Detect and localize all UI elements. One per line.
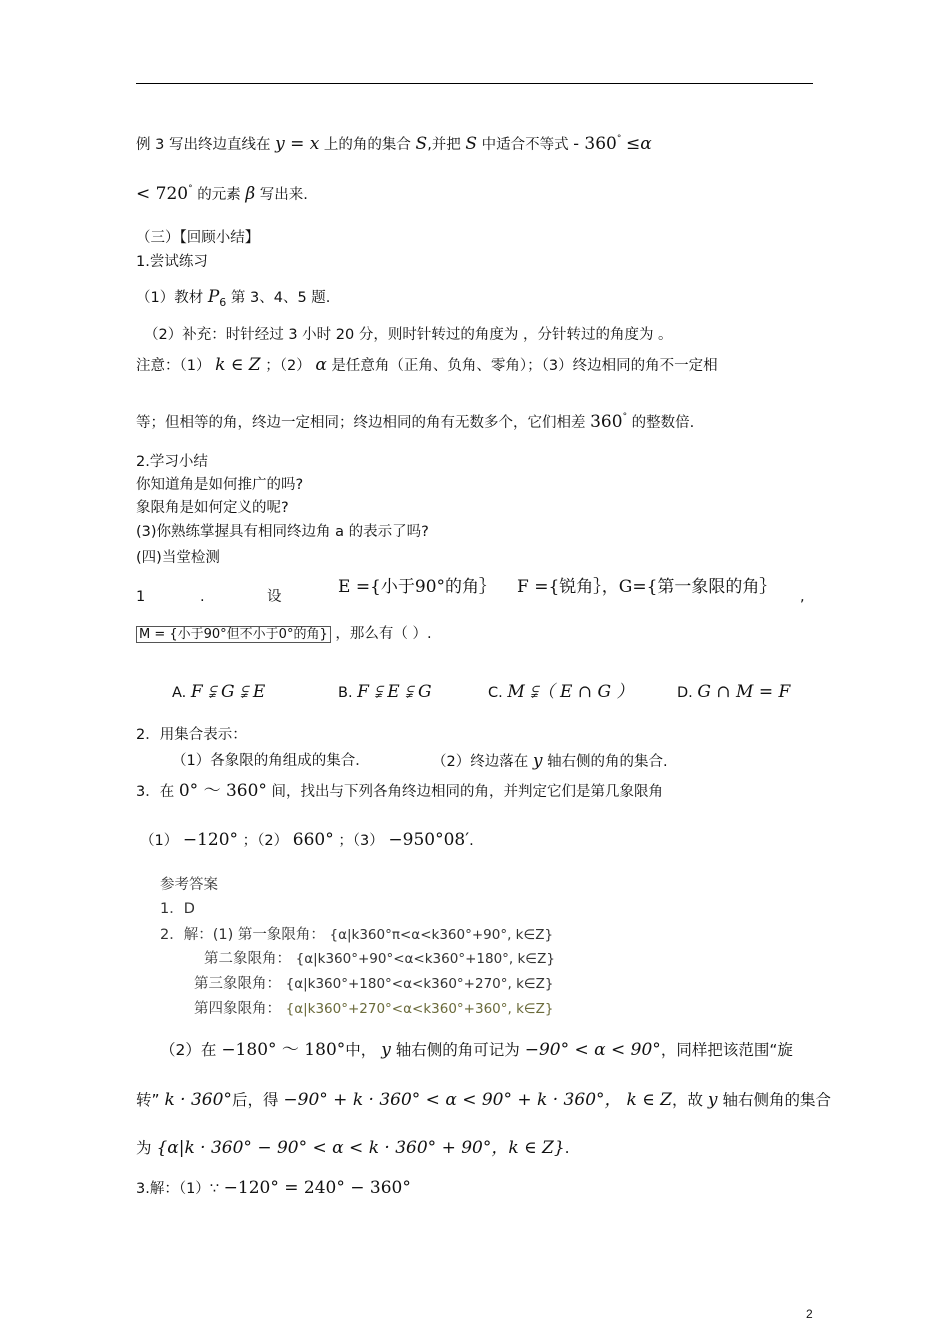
test-q1-num: 1 bbox=[136, 589, 146, 605]
review-q2: 象限角是如何定义的呢? bbox=[136, 500, 289, 516]
answer-2-q2: 第二象限角： {α|k360°+90°<α<k360°+180°, k∈Z} bbox=[204, 951, 555, 967]
review-item1-1: （1）教材 $P_6$ 第 3、4、5 题. bbox=[136, 287, 331, 309]
test-q3-items: （1） −120° ；（2） 660° ；（3） −950°08′. bbox=[140, 830, 474, 850]
test-q2: 2．用集合表示： bbox=[136, 727, 247, 743]
test-q1-she: 设 bbox=[267, 589, 282, 605]
header-rule bbox=[136, 83, 813, 84]
answer-2-q4: 第四象限角： {α|k360°+270°<α<k360°+360°, k∈Z} bbox=[194, 1001, 554, 1017]
answer-2-q3: 第三象限角： {α|k360°+180°<α<k360°+270°, k∈Z} bbox=[194, 976, 554, 992]
set-M-box: M = {小于90°但不小于0°的角} bbox=[136, 626, 331, 643]
review-q3: (3)你熟练掌握具有相同终边角 a 的表示了吗? bbox=[136, 524, 429, 540]
note-line1: 注意：（1） k ∈ Z ；（2） α 是任意角（正角、负角、零角）；（3）终边相同的角不一定相 bbox=[136, 355, 718, 375]
page-number: 2 bbox=[806, 1307, 813, 1321]
answer-2-q1: 2．解：(1) 第一象限角： {α|k360°π<α<k360°+90°, k∈Z} bbox=[160, 927, 554, 943]
answers-heading: 参考答案 bbox=[160, 877, 218, 893]
review-item1-2: （2）补充：时针经过 3 小时 20 分，则时针转过的角度为 ，分针转过的角度为 。 bbox=[144, 327, 673, 343]
example3-line2: < 720° 的元素 β 写出来. bbox=[136, 184, 308, 204]
check-heading: (四)当堂检测 bbox=[136, 550, 220, 566]
answer-3: 3.解：（1）∵ −120° = 240° − 360° bbox=[136, 1178, 411, 1198]
review-item1: 1.尝试练习 bbox=[136, 254, 208, 270]
test-q1-set-E: E ={小于90°的角｝ bbox=[338, 577, 497, 597]
option-a: A. F ⫋ G ⫋ E bbox=[172, 682, 266, 702]
test-q1-comma: , bbox=[800, 589, 805, 605]
option-c: C. M ⫋（ E ∩ G ） bbox=[488, 682, 634, 702]
example3-line1: 例 3 写出终边直线在 y = x 上的角的集合 S,并把 S 中适合不等式 - 360° ≤α bbox=[136, 134, 652, 154]
review-item2: 2.学习小结 bbox=[136, 454, 208, 470]
answer-1: 1．D bbox=[160, 901, 195, 917]
answer-2-part2-line2: 转” k · 360°后，得 −90° + k · 360° < α < 90° + k · 360°， k ∈ Z，故 y 轴右侧角的集合 bbox=[136, 1090, 831, 1110]
option-b: B. F ⫋ E ⫋ G bbox=[338, 682, 432, 702]
test-q1-line2: M = {小于90°但不小于0°的角} ，那么有（ ）. bbox=[136, 624, 432, 645]
option-d: D. G ∩ M = F bbox=[677, 682, 791, 702]
test-q1-dot: . bbox=[200, 589, 205, 605]
test-q2-2: （2）终边落在 y 轴右侧的角的集合. bbox=[432, 751, 668, 771]
review-heading: （三）【回顾小结】 bbox=[136, 230, 260, 246]
test-q1-set-F-G: F ={锐角｝，G={第一象限的角｝ bbox=[517, 577, 777, 597]
test-q2-1: （1）各象限的角组成的集合． bbox=[172, 753, 370, 769]
answer-2-part2-line1: （2）在 −180° ～ 180°中， y 轴右侧的角可记为 −90° < α < 90°，同样把该范围“旋 bbox=[160, 1040, 793, 1060]
review-q1: 你知道角是如何推广的吗? bbox=[136, 477, 304, 493]
test-q3: 3．在 0° ～ 360° 间，找出与下列各角终边相同的角，并判定它们是第几象限角 bbox=[136, 781, 664, 801]
note-line2: 等；但相等的角，终边一定相同；终边相同的角有无数多个，它们相差 360° 的整数倍. bbox=[136, 412, 695, 432]
answer-2-part2-line3: 为 {α|k · 360° − 90° < α < k · 360° + 90°，k ∈ Z}. bbox=[136, 1138, 570, 1158]
